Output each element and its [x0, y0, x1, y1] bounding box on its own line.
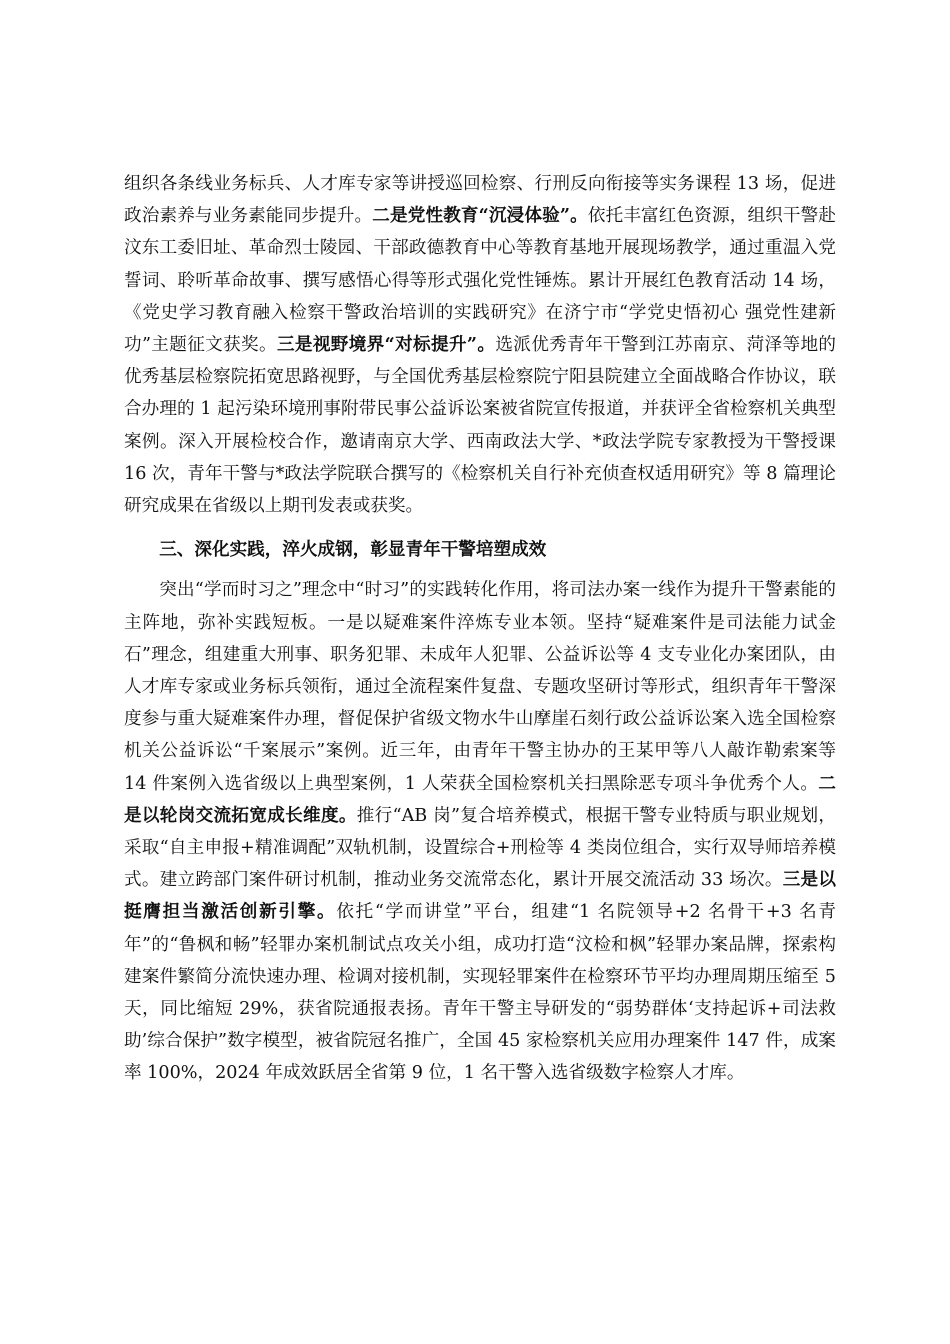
document-page [124, 168, 836, 1090]
paragraph-text: 推行“AB 岗”复合培养模式，根据干警专业特质与职业规划，采取“自主申报+精准调配”双轨机制，设置综合+刑检等 4 类岗位组合，实行双导师培养模式。建立跨部门案件研讨机制，推动业务交流常态化，累计开展交流活动 33 场次。 [124, 805, 836, 891]
bold-subheading: 二是以轮岗交流拓宽成长维度。 [124, 772, 836, 826]
bold-subheading: 三是以挺膺担当激活创新引擎。 [124, 869, 836, 923]
section-heading [124, 534, 836, 566]
paragraph-text: 突出“学而时习之”理念中“时习”的实践转化作用，将司法办案一线作为提升干警素能的主阵地，弥补实践短板。一是以疑难案件淬炼专业本领。坚持“疑难案件是司法能力试金石”理念，组建重大刑事、职务犯罪、未成年人犯罪、公益诉讼等 4 支专业化办案团队，由人才库专家或业务标兵领衔，通过全流程案件复盘、专题攻坚研讨等形式，组织青年干警深度参与重大疑难案件办理，督促保护省级文物水牛山摩崖石刻行政公益诉讼案入选全国检察机关公益诉讼“千案展示”案例。近三年，由青年干警主协办的王某甲等八人敲诈勒索案等 14 件案例入选省级以上典型案例，1 人荣获全国检察机关扫黑除恶专项斗争优秀个人。 [124, 580, 836, 794]
section-heading-text: 三、深化实践，淬火成钢，彰显青年干警培塑成效 [159, 539, 547, 561]
paragraph-text: 选派优秀青年干警到江苏南京、菏泽等地的优秀基层检察院拓宽思路视野，与全国优秀基层检察院宁阳县院建立全面战略合作协议，联合办理的 1 起污染环境刑事附带民事公益诉讼案被省院宣传报道，并获评全省检察机关典型案例。深入开展检校合作，邀请南京大学、西南政法大学、*政法学院专家教授为干警授课 16 次，青年干警与*政法学院联合撰写的《检察机关自行补充侦查权适用研究》等 8 篇理论研究成果在省级以上期刊发表或获奖。 [124, 335, 836, 517]
body-paragraph-2 [124, 574, 836, 1089]
paragraph-text: 组织各条线业务标兵、人才库专家等讲授巡回检察、行刑反向衔接等实务课程 13 场，促进政治素养与业务素能同步提升。 [124, 174, 836, 227]
paragraph-text: 依托丰富红色资源，组织干警赴汶东工委旧址、革命烈士陵园、干部政德教育中心等教育基地开展现场教学，通过重温入党誓词、聆听革命故事、撰写感悟心得等形式强化党性锤炼。累计开展红色教育活动 14 场，《党史学习教育融入检察干警政治培训的实践研究》在济宁市“学党史悟初心 强党性建新功”主题征文获奖。 [124, 206, 836, 356]
paragraph-text: 依托“学而讲堂”平台，组建“1 名院领导+2 名骨干+3 名青年”的“鲁枫和畅”轻罪办案机制试点攻关小组，成功打造“汶检和枫”轻罪办案品牌，探索构建案件繁简分流快速办理、检调对接机制，实现轻罪案件在检察环节平均办理周期压缩至 5 天，同比缩短 29%，获省院通报表扬。青年干警主导研发的“弱势群体‘支持起诉+司法救助’综合保护”数字模型，被省院冠名推广，全国 45 家检察机关应用办理案件 147 件，成案率 100%，2024 年成效跃居全省第 9 位，1 名干警入选省级数字检察人才库。 [124, 902, 836, 1084]
body-paragraph-1 [124, 168, 836, 522]
bold-subheading: 三是视野境界“对标提升”。 [276, 334, 496, 356]
bold-subheading: 二是党性教育“沉浸体验”。 [372, 205, 588, 227]
